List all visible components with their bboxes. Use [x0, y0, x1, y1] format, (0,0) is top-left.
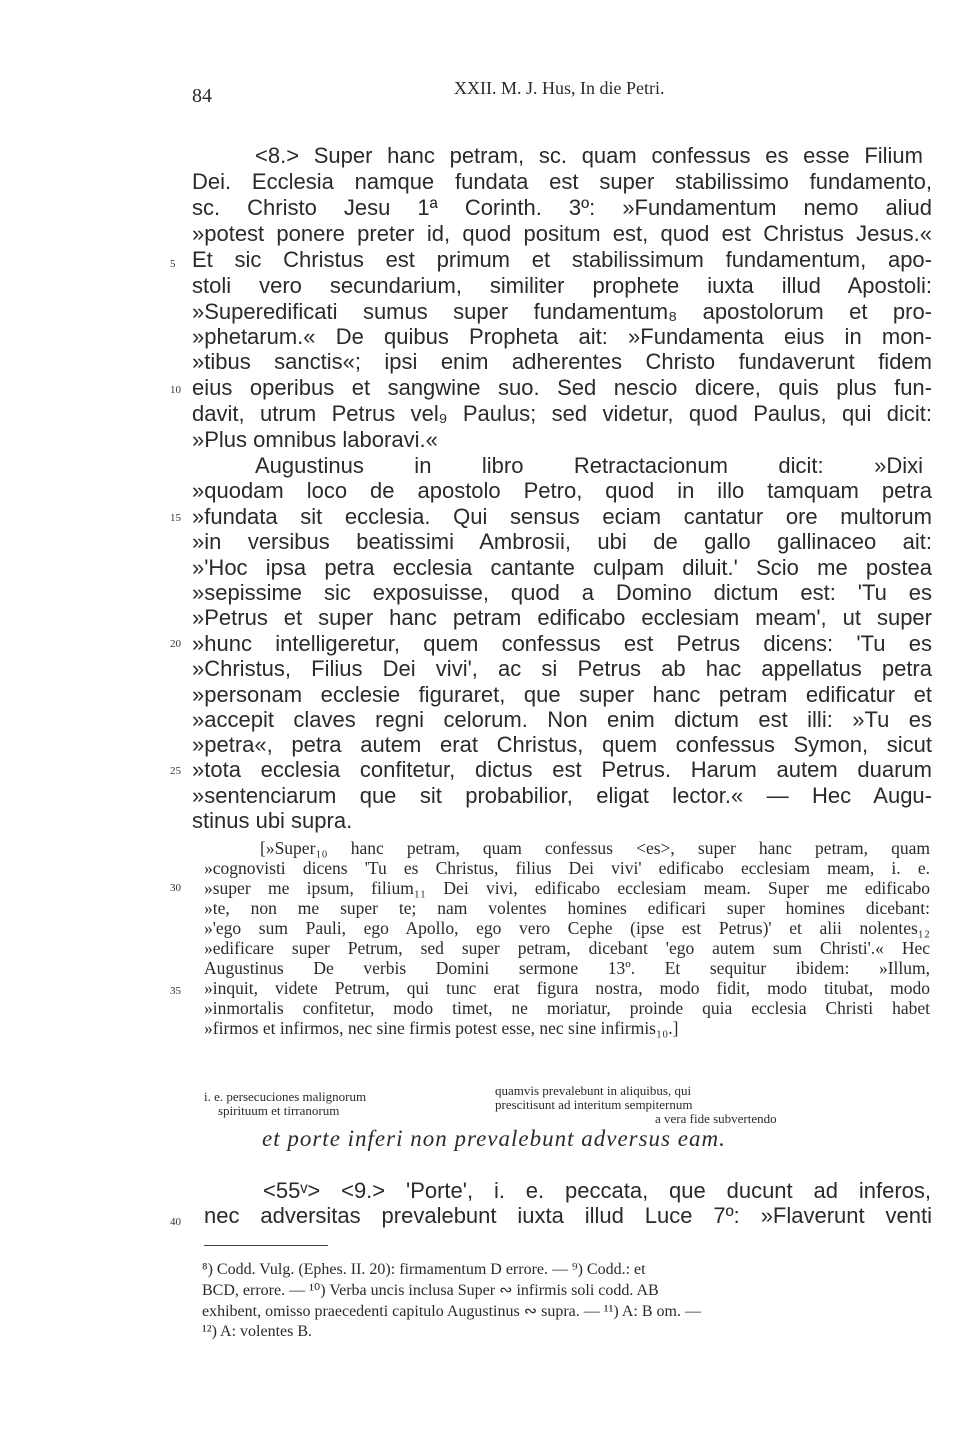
text-line: Augustinus in libro Retractacionum dicit: »Dixi — [255, 453, 923, 478]
line-number: 5 — [170, 258, 176, 270]
gloss-left-line: spirituum et tirranorum — [218, 1103, 340, 1118]
text-line: »Christus, Filius Dei vivi', ac si Petrus ab hac appellatus petra — [192, 656, 932, 681]
bracket-text-line: »firmos et infirmos, nec sine firmis potest esse, nec sine infirmis₁₀.] — [204, 1018, 679, 1038]
bracket-text-line: »te, non me super te; nam volentes homines edificari super homines dicebant: — [204, 898, 930, 918]
bracket-text-line: »super me ipsum, filium₁₁ Dei vivi, edificabo ecclesiam meam. Super me edificabo — [204, 878, 930, 898]
text-line: »hunc intelligeretur, quem confessus est Petrus dicens: 'Tu es — [192, 631, 932, 656]
bracket-text-line: »'ego sum Pauli, ego Apollo, ego vero Cephe (ipse est Petrus)' et alii nolentes₁₂ — [204, 918, 930, 938]
text-line: »personam ecclesie figuraret, que super hanc petram edificatur et — [192, 682, 932, 707]
text-line: »sentenciarum que sit probabilior, eligat lector.« — Hec Augu- — [192, 783, 932, 808]
gloss-right-line: prescitisunt ad interitum sempiternum — [495, 1097, 693, 1112]
text-line: Dei. Ecclesia namque fundata est super stabilissimo fundamento, — [192, 169, 932, 194]
gloss-right-line: quamvis prevalebunt in aliquibus, qui — [495, 1083, 692, 1098]
text-line: »sepissime sic exposuisse, quod a Domino dictum est: 'Tu es — [192, 580, 932, 605]
text-line: »Superedificati sumus super fundamentum₈ apostolorum et pro- — [192, 299, 932, 324]
footnote-line: ¹²) A: volentes B. — [202, 1323, 313, 1340]
text-line: nec adversitas prevalebunt iuxta illud Luce 7º: »Flaverunt venti — [204, 1203, 932, 1228]
line-number: 35 — [170, 985, 181, 997]
bracket-text-line: »inquit, videte Petrum, qui tunc erat figura nostra, modo fidit, modo titubat, modo — [204, 978, 930, 998]
lemma: et porte inferi non prevalebunt adversus eam. — [262, 1126, 726, 1151]
text-line: <55ᵛ> <9.> 'Porte', i. e. peccata, que ducunt ad inferos, — [263, 1178, 931, 1203]
bracket-text-line: »edificare super Petrum, sed super petram, dicebant 'ego autem sum Christi'.« Hec — [204, 938, 930, 958]
text-line: <8.> Super hanc petram, sc. quam confessus es esse Filium — [255, 143, 923, 168]
text-line: eius operibus et sangwine suo. Sed nescio dicere, quis plus fun- — [192, 375, 932, 400]
text-line: Et sic Christus est primum et stabilissimum fundamentum, apo- — [192, 247, 932, 272]
page-number: 84 — [192, 85, 212, 107]
text-line: stinus ubi supra. — [192, 808, 353, 833]
text-line: »quodam loco de apostolo Petro, quod in illo tamquam petra — [192, 478, 932, 503]
text-line: sc. Christo Jesu 1ª Corinth. 3º: »Fundamentum nemo aliud — [192, 195, 932, 220]
line-number: 30 — [170, 882, 181, 894]
footnote-line: exhibent, omisso praecedenti capitulo Augustinus ∾ supra. — ¹¹) A: B om. — — [202, 1303, 701, 1320]
text-line: »petra«, petra autem erat Christus, quem confessus Symon, sicut — [192, 732, 932, 757]
text-line: stoli vero secundarium, similiter prophete iuxta illud Apostoli: — [192, 273, 932, 298]
line-number: 25 — [170, 765, 181, 777]
text-line: »Plus omnibus laboravi.« — [192, 427, 438, 452]
bracket-text-line: Augustinus De verbis Domini sermone 13º. Et sequitur ibidem: »Illum, — [204, 958, 930, 978]
running-title: XXII. M. J. Hus, In die Petri. — [454, 78, 665, 98]
text-line: »tibus sanctis«; ipsi enim adherentes Christo fundaverunt fidem — [192, 349, 932, 374]
bracket-text-line: [»Super₁₀ hanc petram, quam confessus <es>, super hanc petram, quam — [260, 838, 930, 858]
text-line: »Petrus et super hanc petram edificabo ecclesiam meam', ut super — [192, 605, 932, 630]
line-number: 10 — [170, 384, 181, 396]
text-line: »accepit claves regni celorum. Non enim dictum est illi: »Tu es — [192, 707, 932, 732]
text-line: »potest ponere preter id, quod positum est, quod est Christus Jesus.« — [192, 221, 932, 246]
footnote-line: ⁸) Codd. Vulg. (Ephes. II. 20): firmamentum D errore. — ⁹) Codd.: et — [202, 1261, 646, 1278]
bracket-text-line: »inmortalis confitetur, modo timet, ne moriatur, proinde quia ecclesia Christi habet — [204, 998, 930, 1018]
footnote-divider — [204, 1245, 328, 1246]
line-number: 40 — [170, 1216, 181, 1228]
text-line: »tota ecclesia confitetur, dictus est Petrus. Harum autem duarum — [192, 757, 932, 782]
footnote-line: BCD, errore. — ¹⁰) Verba uncis inclusa Super ∾ infirmis soli codd. AB — [202, 1282, 659, 1299]
text-line: »in versibus beatissimi Ambrosii, ubi de gallo gallinaceo ait: — [192, 529, 932, 554]
gloss-right-line: a vera fide subvertendo — [655, 1111, 777, 1126]
line-number: 15 — [170, 512, 181, 524]
text-line: »'Hoc ipsa petra ecclesia cantante culpam diluit.' Scio me postea — [192, 555, 932, 580]
text-line: »phetarum.« De quibus Propheta ait: »Fundamenta eius in mon- — [192, 324, 932, 349]
gloss-left-line: i. e. persecuciones malignorum — [204, 1089, 367, 1104]
text-line: »fundata sit ecclesia. Qui sensus eciam cantatur ore multorum — [192, 504, 932, 529]
text-line: davit, utrum Petrus vel₉ Paulus; sed videtur, quod Paulus, qui dicit: — [192, 401, 932, 426]
line-number: 20 — [170, 638, 181, 650]
bracket-text-line: »cognovisti dicens 'Tu es Christus, filius Dei vivi' edificabo ecclesiam meam, i. e. — [204, 858, 930, 878]
